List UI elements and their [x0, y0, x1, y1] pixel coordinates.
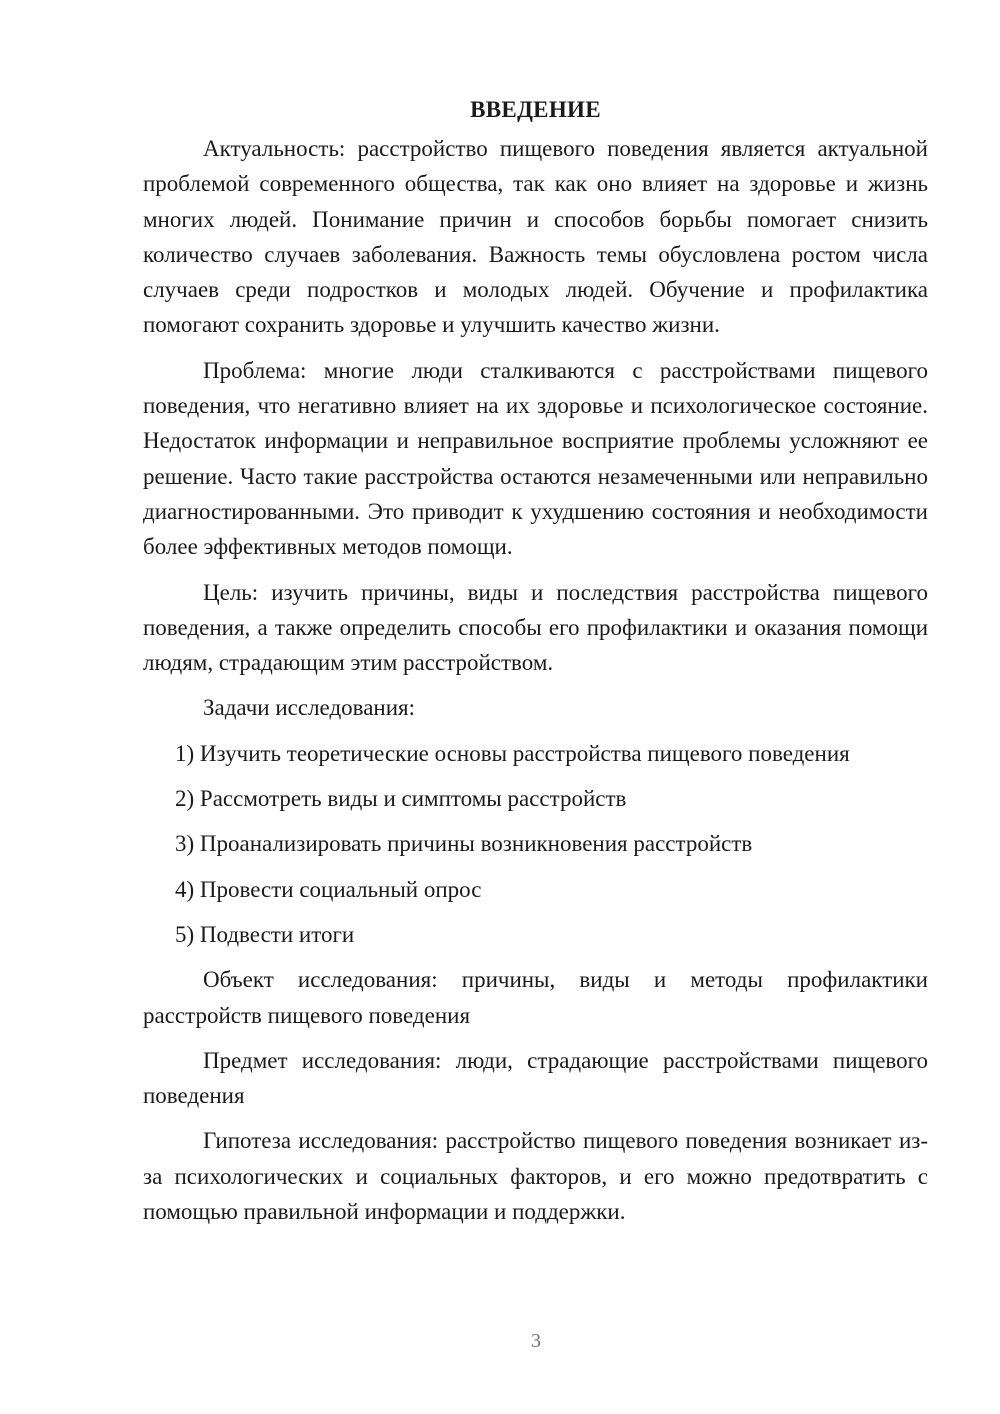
hypothesis-paragraph: Гипотеза исследования: расстройство пищевого поведения возникает из-за психологических и социальных факторов, и его можно предотвратить с помощью правильной информации и поддержки. — [143, 1128, 928, 1225]
goal-paragraph: Цель: изучить причины, виды и последствия расстройства пищевого поведения, а также определить способы его профилактики и оказания помощи людям, страдающим этим расстройством. — [143, 579, 928, 676]
object-paragraph: Объект исследования: причины, виды и методы профилактики расстройств пищевого поведения — [143, 967, 928, 1028]
task-item-5: 5) Подвести итоги — [175, 921, 355, 947]
relevance-paragraph: Актуальность: расстройство пищевого поведения является актуальной проблемой современного общества, так как оно влияет на здоровье и жизнь многих людей. Понимание причин и способов борьбы помогает снизить количество случаев заболевания. Важность темы обусловлена ростом числа случаев среди подростков и молодых людей. Обучение и профилактика помогают сохранить здоровье и улучшить качество жизни. — [143, 136, 928, 338]
task-item-1: 1) Изучить теоретические основы расстройства пищевого поведения — [175, 740, 850, 766]
task-item-2: 2) Рассмотреть виды и симптомы расстройств — [175, 786, 627, 812]
problem-paragraph: Проблема: многие люди сталкиваются с расстройствами пищевого поведения, что негативно влияет на их здоровье и психологическое состояние. Недостаток информации и неправильное восприятие проблемы усложняют ее решение. Часто такие расстройства остаются незамеченными или неправильно диагностированными. Это приводит к ухудшению состояния и необходимости более эффективных методов помощи. — [143, 357, 928, 560]
page-content — [143, 92, 928, 1239]
subject-paragraph: Предмет исследования: люди, страдающие расстройствами пищевого поведения — [143, 1047, 928, 1109]
page-number: 3 — [531, 1330, 541, 1352]
tasks-heading: Задачи исследования: — [203, 695, 416, 721]
task-item-3: 3) Проанализировать причины возникновения расстройств — [175, 831, 753, 857]
task-item-4: 4) Провести социальный опрос — [175, 876, 482, 902]
page-title: ВВЕДЕНИЕ — [470, 97, 601, 122]
